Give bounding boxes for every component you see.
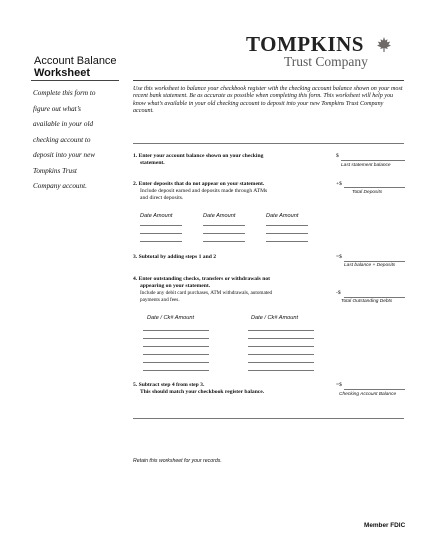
- deposit-entry-line[interactable]: [140, 241, 182, 242]
- debit-entry-line[interactable]: [143, 330, 209, 331]
- deposit-entry-line[interactable]: [266, 225, 308, 226]
- step-2-line-1: 2. Enter deposits that do not appear on your statement.: [133, 181, 265, 187]
- sidebar-line: Tompkins Trust: [33, 166, 77, 175]
- brand-subtitle: Trust Company: [284, 54, 368, 69]
- step-5-answer-line[interactable]: [344, 389, 405, 390]
- step-5-line-1: 5. Subtract step 4 from step 3.: [133, 382, 205, 388]
- deposit-entry-line[interactable]: [140, 225, 182, 226]
- step-4-note-2: payments and fees.: [140, 297, 180, 303]
- header-rule-left: [31, 80, 119, 81]
- step-4-note-1: Include any debit card purchases, ATM withdrawals, automated: [140, 290, 273, 296]
- step-1-prefix: $: [336, 153, 339, 159]
- title-line-2: Worksheet: [34, 67, 91, 79]
- intro-divider: [133, 143, 404, 144]
- debit-entry-line[interactable]: [248, 370, 314, 371]
- brand-name: TOMPKINS: [246, 32, 364, 56]
- step-4-col-header: Date / Ck# Amount: [251, 315, 299, 321]
- step-1-line-2: statement.: [140, 160, 165, 166]
- step-1-answer-line[interactable]: [341, 160, 405, 161]
- deposit-entry-line[interactable]: [203, 225, 245, 226]
- step-2-caption: Total Deposits: [352, 190, 383, 195]
- debit-entry-line[interactable]: [248, 362, 314, 363]
- page-title: [34, 55, 117, 79]
- step-4-answer-line[interactable]: [344, 297, 405, 298]
- header-rule-right: [133, 80, 404, 81]
- step-2-label: [133, 181, 333, 202]
- step-1-caption: Last statement balance: [341, 163, 391, 168]
- step-2-col-header: Date Amount: [140, 213, 173, 219]
- step-3-label: 3. Subtotal by adding steps 1 and 2: [133, 254, 217, 260]
- step-1-line-1: 1. Enter your account balance shown on your checking: [133, 153, 264, 159]
- sidebar-line: figure out what’s: [33, 104, 81, 113]
- step-4-caption: Total Outstanding Debts: [341, 299, 393, 304]
- step-3-prefix: =$: [336, 254, 342, 260]
- step-4-prefix: -$: [336, 290, 341, 296]
- step-4-line-2: appearing on your statement.: [140, 283, 211, 289]
- step-5-label: [133, 382, 333, 396]
- step-2-note-1: Include deposit earned and deposits made through ATMs: [140, 188, 268, 194]
- step-1-label: [133, 153, 333, 167]
- step-4-label: [133, 276, 333, 304]
- deposit-entry-line[interactable]: [266, 233, 308, 234]
- debit-entry-line[interactable]: [248, 354, 314, 355]
- sidebar-line: Complete this form to: [33, 89, 96, 97]
- debit-entry-line[interactable]: [143, 338, 209, 339]
- debit-entry-line[interactable]: [143, 370, 209, 371]
- step-3-caption: Last balance + Deposits: [344, 263, 396, 268]
- sidebar-line: deposit into your new: [33, 151, 96, 159]
- debit-entry-line[interactable]: [248, 330, 314, 331]
- intro-paragraph: Use this worksheet to balance your checkbook register with the checking account balance shown on your most recent bank statement. Be as accurate as possible when completing this form. This worksheet will help you know what’s available in your old checking account to deposit into your new Tompkins Trust Company account.: [133, 86, 403, 115]
- debit-entry-line[interactable]: [143, 354, 209, 355]
- step-2-col-header: Date Amount: [203, 213, 236, 219]
- step-2-prefix: +$: [336, 181, 342, 187]
- sidebar-text: [33, 86, 125, 195]
- member-fdic: Member FDIC: [364, 522, 406, 529]
- step-4-col-header: Date / Ck# Amount: [147, 315, 195, 321]
- step-5-caption: Checking Account Balance: [339, 392, 397, 397]
- brand-logo: [246, 32, 404, 74]
- step-2-col-header: Date Amount: [266, 213, 299, 219]
- deposit-entry-line[interactable]: [203, 233, 245, 234]
- debit-entry-line[interactable]: [248, 338, 314, 339]
- debit-entry-line[interactable]: [143, 362, 209, 363]
- step-5-line-2: This should match your checkbook register balance.: [140, 389, 265, 395]
- step-2-answer-line[interactable]: [344, 187, 405, 188]
- sidebar-line: checking account to: [33, 135, 91, 144]
- sidebar-line: available in your old: [33, 120, 94, 128]
- footer-divider: [133, 418, 404, 419]
- deposit-entry-line[interactable]: [203, 241, 245, 242]
- step-2-note-2: and direct deposits.: [140, 195, 184, 201]
- maple-leaf-icon: [376, 36, 392, 53]
- step-4-line-1: 4. Enter outstanding checks, transfers or withdrawals not: [133, 276, 271, 282]
- step-5-prefix: =$: [336, 382, 342, 388]
- title-line-1: Account Balance: [34, 55, 117, 67]
- sidebar-line: Company account.: [33, 182, 87, 190]
- step-3-answer-line[interactable]: [344, 261, 405, 262]
- debit-entry-line[interactable]: [248, 346, 314, 347]
- debit-entry-line[interactable]: [143, 346, 209, 347]
- retain-note: Retain this worksheet for your records.: [133, 458, 222, 464]
- deposit-entry-line[interactable]: [266, 241, 308, 242]
- deposit-entry-line[interactable]: [140, 233, 182, 234]
